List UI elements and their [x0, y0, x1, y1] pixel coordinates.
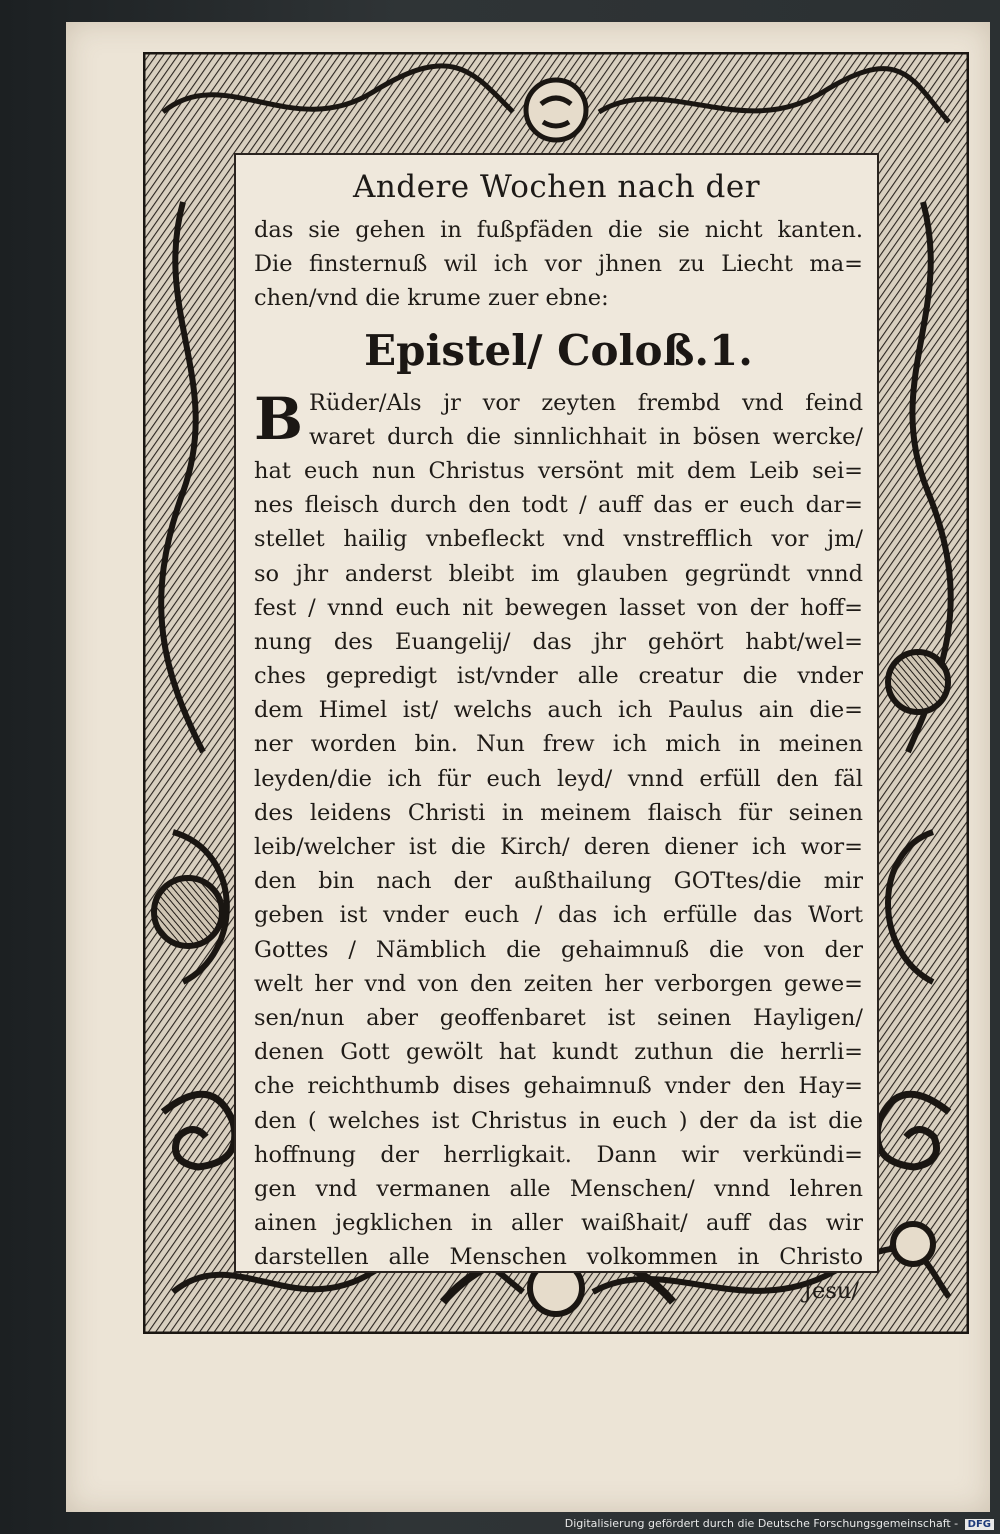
text-line: leyden/die ich für euch leyd/ vnnd erfüll den fäl	[254, 765, 863, 792]
text-line: ches gepredigt ist/vnder alle creatur die vnder	[254, 663, 863, 690]
text-panel	[234, 153, 879, 1305]
text-line: chen/vnd die krume zuer ebne:	[254, 285, 609, 312]
text-line: so jhr anderst bleibt im glauben gegründt vnnd	[254, 560, 863, 587]
text-line: den ( welches ist Christus in euch ) der da ist die	[254, 1107, 863, 1134]
text-line: geben ist vnder euch / das ich erfülle das Wort	[254, 902, 863, 929]
section-heading: Epistel/ Coloß.1.	[364, 325, 753, 375]
dfg-logo: DFG	[965, 1519, 994, 1530]
text-line: stellet hailig vnbefleckt vnd vnstrefflich vor jm/	[254, 526, 863, 553]
text-line: waret durch die sinnlichhait in bösen wercke/	[309, 423, 863, 450]
text-line: Gottes / Nämblich die gehaimnuß die von der	[254, 936, 863, 963]
text-line: das sie gehen in fußpfäden die sie nicht kanten.	[254, 217, 863, 243]
text-line: den bin nach der außthailung GOTtes/die mir	[254, 868, 863, 895]
text-line: Rüder/Als jr vor zeyten frembd vnd feind	[309, 389, 863, 416]
text-line: nung des Euangelij/ das jhr gehört habt/wel=	[254, 628, 863, 655]
text-line: Die finsternuß wil ich vor jhnen zu Liecht ma=	[254, 251, 863, 278]
page-body	[254, 213, 863, 1309]
text-line: darstellen alle Menschen volkommen in Christo	[254, 1244, 863, 1271]
text-line: hoffnung der herrligkait. Dann wir verkündi=	[254, 1141, 863, 1168]
text-line: gen vnd vermanen alle Menschen/ vnnd lehren	[254, 1175, 863, 1202]
text-line: welt her vnd von den zeiten her verborgen gewe=	[254, 970, 863, 997]
first-paragraph-block	[254, 386, 863, 454]
text-line: ainen jegklichen in aller waißhait/ auff das wir	[254, 1210, 863, 1237]
text-line: denen Gott gewölt hat kundt zuthun die herrli=	[254, 1039, 863, 1066]
text-line: che reichthumb dises gehaimnuß vnder den Hay=	[254, 1073, 863, 1100]
text-line: fest / vnnd euch nit bewegen lasset von der hoff=	[254, 594, 863, 621]
digitization-credit	[565, 1517, 994, 1530]
text-line: leib/welcher ist die Kirch/ deren diener ich wor=	[254, 834, 863, 860]
catchword: Jesu/	[803, 1278, 859, 1305]
credit-text: Digitalisierung gefördert durch die Deutsche Forschungsgemeinschaft -	[564, 1517, 959, 1530]
text-line: hat euch nun Christus versönt mit dem Leib sei=	[254, 457, 863, 484]
text-line: dem Himel ist/ welchs auch ich Paulus ain die=	[254, 697, 863, 724]
drop-cap: B	[254, 384, 304, 453]
running-head: Andere Wochen nach der	[352, 169, 761, 205]
body-lines	[254, 454, 863, 1309]
text-line: sen/nun aber geoffenbaret ist seinen Hayligen/	[254, 1004, 863, 1031]
text-line: ner worden bin. Nun frew ich mich in meinen	[254, 731, 863, 758]
text-line: nes fleisch durch den todt / auff das er euch dar=	[254, 492, 863, 519]
text-line: des leidens Christi in meinem flaisch für seinen	[254, 799, 863, 826]
